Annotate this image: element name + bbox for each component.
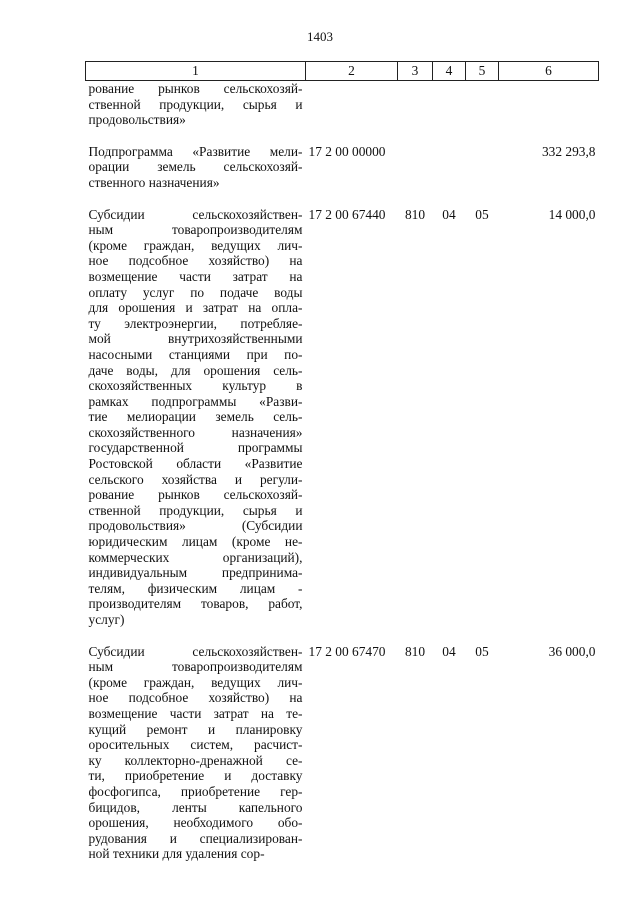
item-name-line: кущий ремонт и планировку [88, 721, 303, 737]
row-spacer-cell [86, 628, 599, 644]
column-header: 5 [466, 62, 499, 81]
table-row [86, 207, 599, 628]
budget-code-cell: 17 2 00 67470 [308, 643, 386, 659]
item-name-line: ным товаропроизводителям [88, 222, 303, 238]
item-name-line: ной техники для удаления сор- [88, 846, 265, 862]
item-name-line: ственного назначения» [88, 174, 220, 190]
item-name-line: производителям товаров, работ, [88, 596, 303, 612]
item-name-line: телям, физическим лицам - [88, 580, 303, 596]
item-name-line: скохозяйственных культур в [88, 378, 303, 394]
item-name-line: ти, приобретение и доставку [88, 768, 303, 784]
table-body [86, 81, 599, 862]
item-name-line: юридическим лицам (кроме не- [88, 534, 303, 550]
row-spacer-cell [86, 191, 599, 207]
column-header: 1 [86, 62, 306, 81]
column-header: 2 [306, 62, 398, 81]
row-spacer [86, 128, 599, 144]
amount-cell: 36 000,0 [548, 643, 596, 659]
page-number: 1403 [307, 29, 333, 44]
item-name-line: орации земель сельскохозяй- [88, 159, 303, 175]
item-name-cell [86, 81, 306, 128]
table-row [86, 144, 599, 191]
column-header: 4 [433, 62, 466, 81]
item-name-line: фосфогипса, приобретение гер- [88, 783, 303, 799]
item-name-line: оросительных систем, расчист- [88, 737, 303, 753]
item-name-line: мой внутрихозяйственными [88, 331, 303, 347]
item-name-line: ку коллекторно-дренажной се- [88, 752, 303, 768]
expense-type-cell [398, 81, 433, 128]
column-header: 3 [398, 62, 433, 81]
item-name-line: рование рынков сельскохозяй- [88, 81, 303, 96]
item-name-line: ное подсобное хозяйство) на [88, 253, 303, 269]
item-name-line: возмещение части затрат на [88, 268, 303, 284]
budget-code-cell: 17 2 00 67440 [308, 206, 386, 222]
row-spacer-cell [86, 128, 599, 144]
subsection-cell: 05 [475, 206, 489, 222]
item-name-line: даче воды, для орошения сель- [88, 362, 303, 378]
expense-type-cell [398, 144, 433, 191]
item-name-line: орошения, необходимого обо- [88, 815, 303, 831]
item-name-line: государственной программы [88, 440, 303, 456]
item-name-line: возмещение части затрат на те- [88, 705, 303, 721]
amount-cell [499, 81, 599, 128]
item-name-line: оплату услуг по подаче воды [88, 284, 303, 300]
expense-type-cell: 810 [404, 643, 426, 659]
table-header-row [86, 62, 599, 81]
item-name-line: ту электроэнергии, потребляе- [88, 315, 303, 331]
item-name-line: ственной продукции, сырья и [88, 502, 303, 518]
item-name-line: бицидов, ленты капельного [88, 799, 303, 815]
item-name-cell [86, 144, 306, 191]
column-header: 6 [499, 62, 599, 81]
subsection-cell [466, 144, 499, 191]
item-name-line: рудования и специализирован- [88, 830, 303, 846]
item-name-line: коммерческих организаций), [88, 549, 303, 565]
budget-table [85, 61, 599, 862]
section-cell: 04 [442, 206, 456, 222]
item-name-cell [86, 207, 306, 628]
item-name-line: скохозяйственного назначения» [88, 424, 303, 440]
section-cell [433, 81, 466, 128]
item-name-line: насосными станциями при по- [88, 346, 303, 362]
item-name-line: сельского хозяйства и регули- [88, 471, 303, 487]
amount-cell: 14 000,0 [548, 206, 596, 222]
item-name-line: продовольствия» (Субсидии [88, 518, 303, 534]
item-name-line: рование рынков сельскохозяй- [88, 487, 303, 503]
item-name-line: для орошения и затрат на опла- [88, 300, 303, 316]
item-name-line: Ростовской области «Развитие [88, 456, 303, 472]
item-name-cell [86, 644, 306, 862]
table-row [86, 81, 599, 128]
item-name-line: продовольствия» [88, 112, 186, 128]
item-name-line: ным товаропроизводителям [88, 659, 303, 675]
item-name-line: (кроме граждан, ведущих лич- [88, 237, 303, 253]
item-name-line: Подпрограмма «Развитие мели- [88, 143, 303, 159]
row-spacer [86, 191, 599, 207]
budget-code-cell [306, 81, 398, 128]
item-name-line: индивидуальным предпринима- [88, 565, 303, 581]
row-spacer [86, 628, 599, 644]
item-name-line: услуг) [88, 612, 125, 627]
item-name-line: рамках подпрограммы «Разви- [88, 393, 303, 409]
expense-type-cell: 810 [404, 206, 426, 222]
item-name-line: тие мелиорации земель сель- [88, 409, 303, 425]
item-name-line: Субсидии сельскохозяйствен- [88, 206, 303, 222]
amount-cell: 332 293,8 [541, 143, 596, 159]
item-name-line: (кроме граждан, ведущих лич- [88, 674, 303, 690]
section-cell: 04 [442, 643, 456, 659]
subsection-cell [466, 81, 499, 128]
subsection-cell: 05 [475, 643, 489, 659]
section-cell [433, 144, 466, 191]
item-name-line: ное подсобное хозяйство) на [88, 690, 303, 706]
item-name-line: Субсидии сельскохозяйствен- [88, 643, 303, 659]
table-row [86, 644, 599, 862]
budget-code-cell: 17 2 00 00000 [308, 143, 386, 159]
item-name-line: ственной продукции, сырья и [88, 96, 303, 112]
